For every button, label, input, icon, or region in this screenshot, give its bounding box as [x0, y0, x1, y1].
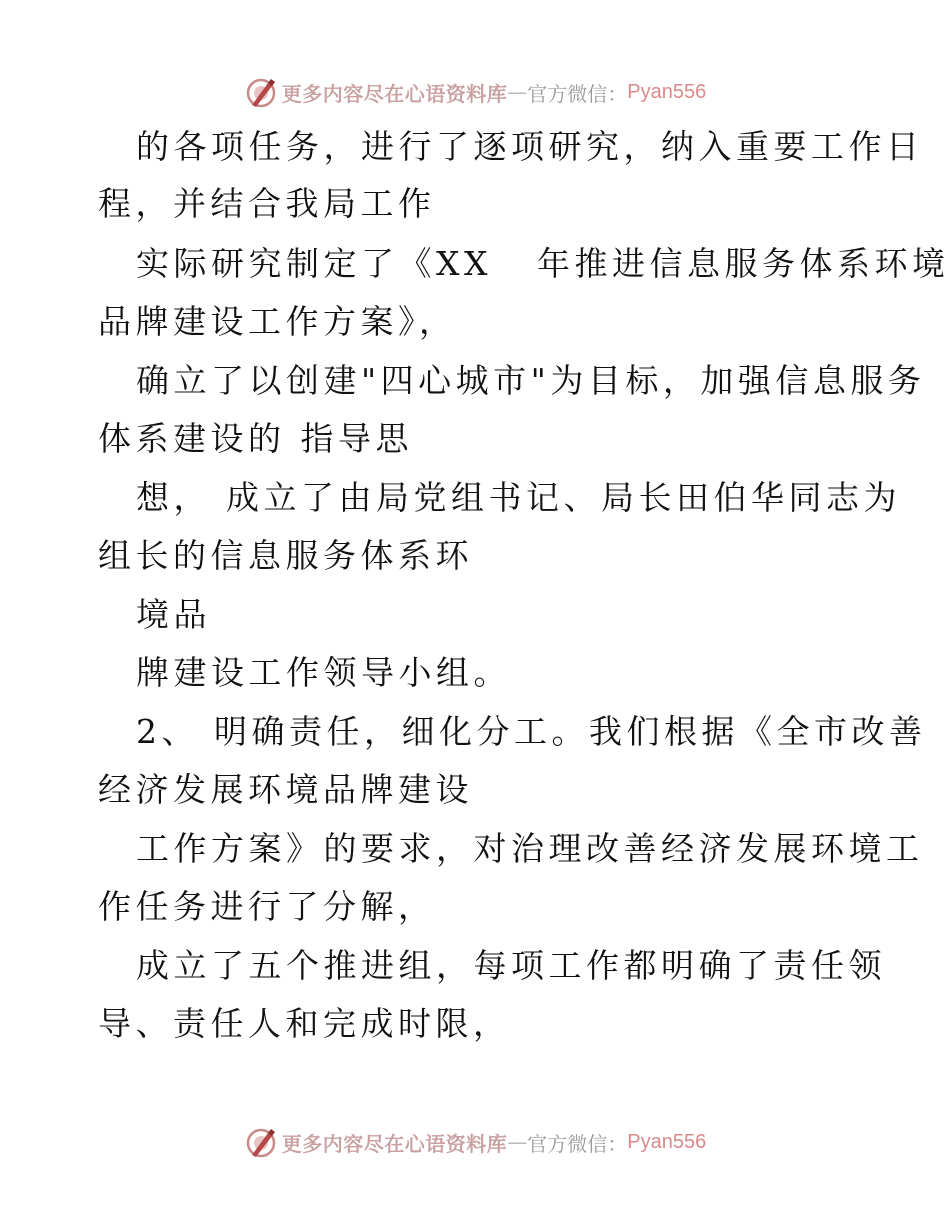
- body-line: 程，并结合我局工作: [98, 184, 436, 223]
- body-line: 组长的信息服务体系环: [98, 536, 473, 575]
- banner-wechat-id: Pyan556: [627, 80, 707, 103]
- body-line: 的各项任务，进行了逐项研究，纳入重要工作日: [136, 127, 924, 166]
- banner-main-text: 更多内容尽在心语资料库: [281, 1131, 508, 1156]
- banner-wechat-label: 官方微信：: [527, 81, 628, 106]
- pen-logo-icon: [244, 75, 278, 109]
- body-line: 境品: [136, 595, 211, 634]
- footer-watermark-banner: [0, 1122, 950, 1162]
- body-line: 作任务进行了分解，: [98, 887, 436, 926]
- body-line: 体系建设的 指导思: [98, 419, 413, 458]
- body-line: 牌建设工作领导小组。: [136, 653, 511, 692]
- header-watermark-banner: [0, 72, 950, 112]
- body-line: 实际研究制定了《XX 年推进信息服务体系环境: [136, 244, 950, 283]
- banner-main-text: 更多内容尽在心语资料库: [281, 81, 508, 106]
- body-line: 工作方案》的要求，对治理改善经济发展环境工: [136, 829, 924, 868]
- body-line: 确立了以创建"四心城市"为目标，加强信息服务: [136, 361, 926, 400]
- body-line: 导、责任人和完成时限，: [98, 1004, 511, 1043]
- body-line: 2、 明确责任，细化分工。我们根据《全市改善: [136, 712, 927, 751]
- body-line: 成立了五个推进组，每项工作都明确了责任领: [136, 946, 886, 985]
- banner-wechat-id: Pyan556: [627, 1130, 707, 1153]
- banner-separator: —: [507, 80, 528, 104]
- body-line: 品牌建设工作方案》，: [98, 302, 457, 341]
- banner-separator: —: [507, 1130, 528, 1154]
- body-line: 想， 成立了由局党组书记、局长田伯华同志为: [136, 478, 901, 517]
- banner-wechat-label: 官方微信：: [527, 1131, 628, 1156]
- body-line: 经济发展环境品牌建设: [98, 770, 473, 809]
- pen-logo-icon: [244, 1125, 278, 1159]
